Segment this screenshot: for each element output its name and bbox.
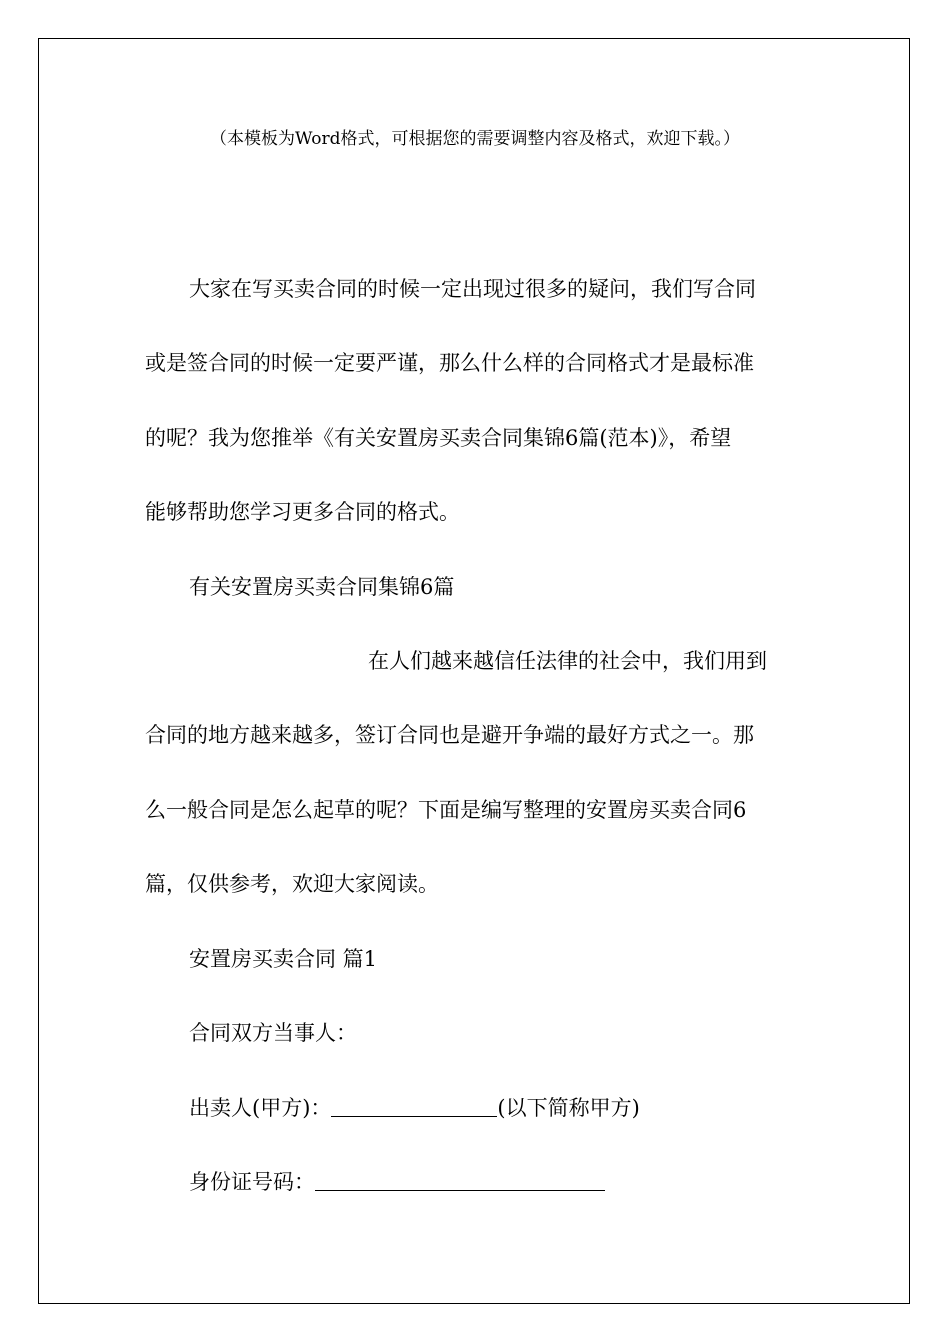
- preface-line-4: 篇，仅供参考，欢迎大家阅读。: [145, 872, 439, 896]
- collection-title: 有关安置房买卖合同集锦6篇: [189, 575, 455, 599]
- preface-line-3: 么一般合同是怎么起草的呢？下面是编写整理的安置房买卖合同6: [145, 798, 747, 822]
- seller-label: 出卖人(甲方)：: [189, 1096, 332, 1120]
- intro-line-1: 大家在写买卖合同的时候一定出现过很多的疑问，我们写合同: [189, 277, 756, 301]
- id-number-blank[interactable]: [315, 1170, 605, 1191]
- intro-line-3: 的呢？我为您推举《有关安置房买卖合同集锦6篇(范本)》，希望: [145, 426, 732, 450]
- preface-line-1: 在人们越来越信任法律的社会中，我们用到: [368, 649, 767, 673]
- id-number-field: [189, 1169, 605, 1195]
- parties-label: 合同双方当事人：: [189, 1021, 357, 1045]
- seller-name-blank[interactable]: [331, 1096, 497, 1117]
- seller-field: [189, 1095, 640, 1121]
- template-notice: （本模板为Word格式，可根据您的需要调整内容及格式，欢迎下载。）: [209, 129, 741, 149]
- seller-suffix: (以下简称甲方): [497, 1096, 640, 1120]
- intro-line-4: 能够帮助您学习更多合同的格式。: [145, 500, 460, 524]
- id-number-label: 身份证号码：: [189, 1170, 315, 1194]
- intro-line-2: 或是签合同的时候一定要严谨，那么什么样的合同格式才是最标准: [145, 351, 754, 375]
- preface-line-2: 合同的地方越来越多，签订合同也是避开争端的最好方式之一。那: [145, 723, 754, 747]
- contract-title: 安置房买卖合同 篇1: [189, 947, 378, 971]
